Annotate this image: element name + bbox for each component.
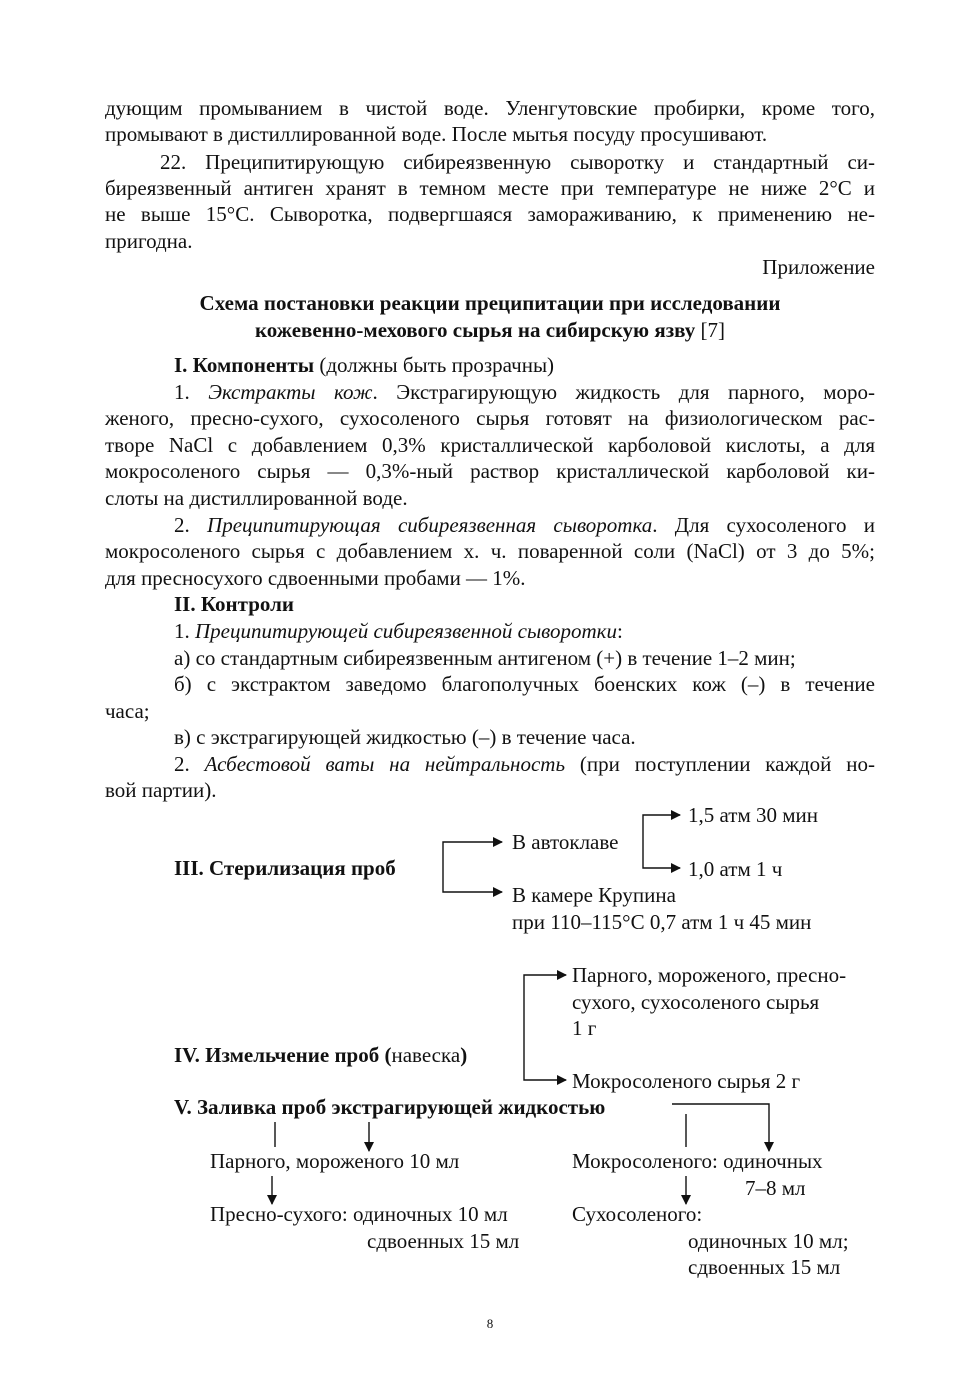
filling-fresh-dry-line1: Пресно-сухого: одиночных 10 мл xyxy=(210,1202,508,1226)
text-line: слоты на дистиллированной воде. xyxy=(105,486,408,510)
text-line: б) с экстрактом заведомо благополучных боенских кож (–) в течение xyxy=(174,672,875,696)
section2-heading: II. Контроли xyxy=(174,592,294,616)
text-line: часа; xyxy=(105,699,150,723)
text-line: дующим промыванием в чистой воде. Уленгутовские пробирки, кроме того, xyxy=(105,96,875,120)
text-line: не выше 15°С. Сыворотка, подвергшаяся замораживанию, к применению не- xyxy=(105,202,875,226)
section4-heading: IV. Измельчение проб (навеска) xyxy=(174,1043,468,1067)
section5-heading: V. Заливка проб экстрагирующей жидкостью xyxy=(174,1095,606,1119)
krupin-detail: при 110–115°С 0,7 атм 1 ч 45 мин xyxy=(512,910,812,934)
text-line: для пресносухого сдвоенными пробами — 1%. xyxy=(105,566,526,590)
filling-fresh: Парного, мороженого 10 мл xyxy=(210,1149,460,1173)
text-line: мокросоленого сырья с добавлением х. ч. поваренной соли (NaCl) от 3 до 5%; xyxy=(105,539,875,563)
text-line: промывают в дистиллированной воде. После мытья посуду просушивают. xyxy=(105,122,768,146)
text-line: 22. Преципитирующую сибиреязвенную сыворотку и стандартный си- xyxy=(160,150,875,174)
text-line: пригодна. xyxy=(105,229,193,253)
grinding-option-1-line2: сухого, сухосоленого сырья xyxy=(572,990,820,1014)
autoclave-opt1-arrow xyxy=(643,815,680,842)
autoclave-option-1: 1,5 атм 30 мин xyxy=(688,803,819,827)
sterilization-autoclave: В автоклаве xyxy=(512,830,619,854)
scheme-title-line1: Схема постановки реакции преципитации при исследовании xyxy=(199,291,781,315)
grinding-option-1-line1: Парного, мороженого, пресно- xyxy=(572,963,847,987)
section3-heading: III. Стерилизация проб xyxy=(174,856,396,880)
filling-dry-salted-line3: сдвоенных 15 мл xyxy=(688,1255,841,1279)
sterilization-branch-autoclave-arrow xyxy=(443,842,502,867)
section1-heading: I. Компоненты (должны быть прозрачны) xyxy=(174,353,555,377)
text-line: 1. Экстракты кож. Экстрагирующую жидкость для парного, моро- xyxy=(174,380,875,404)
text-line: 2. Преципитирующая сибиреязвенная сыворотка. Для сухосоленого и xyxy=(174,513,875,537)
text-line: женого, пресно-сухого, сухосоленого сырья готовят на физиологическом рас- xyxy=(105,406,875,430)
filling-dry-salted-line2: одиночных 10 мл; xyxy=(688,1229,849,1253)
filling-dry-salted-line1: Сухосоленого: xyxy=(572,1202,703,1226)
filling-fresh-dry-line2: сдвоенных 15 мл xyxy=(367,1229,520,1253)
grinding-branch-opt1-arrow xyxy=(524,975,566,1050)
filling-wet-salted-line1: Мокросоленого: одиночных xyxy=(572,1149,823,1173)
autoclave-opt2-arrow xyxy=(643,842,680,868)
scheme-title-line2: кожевенно-мехового сырья на сибирскую язву [7] xyxy=(254,318,726,342)
grinding-option-2: Мокросоленого сырья 2 г xyxy=(572,1069,801,1093)
text-line: вой партии). xyxy=(105,778,217,802)
page-number: 8 xyxy=(486,1316,494,1331)
filling-wet-salted-line2: 7–8 мл xyxy=(745,1176,806,1200)
sterilization-branch-krupin-arrow xyxy=(443,867,502,892)
text-line: 1. Преципитирующей сибиреязвенной сыворотки: xyxy=(174,619,623,643)
text-line: в) с экстрагирующей жидкостью (–) в течение часа. xyxy=(174,725,636,749)
text-line: мокросоленого сырья — 0,3%-ный раствор кристаллической карболовой ки- xyxy=(105,459,875,483)
appendix-label: Приложение xyxy=(762,255,875,279)
grinding-option-1-line3: 1 г xyxy=(572,1016,597,1040)
sterilization-krupin: В камере Крупина xyxy=(512,883,676,907)
text-line: 2. Асбестовой ваты на нейтральность (при поступлении каждой но- xyxy=(174,752,876,776)
grinding-branch-opt2-arrow xyxy=(524,1050,566,1080)
autoclave-option-2: 1,0 атм 1 ч xyxy=(688,857,783,881)
text-line: творе NaCl с добавлением 0,3% кристаллической карболовой кислоты, а для xyxy=(105,433,875,457)
text-line: биреязвенный антиген хранят в темном месте при температуре не ниже 2°С и xyxy=(105,176,875,200)
text-line: а) со стандартным сибиреязвенным антигеном (+) в течение 1–2 мин; xyxy=(174,646,796,670)
